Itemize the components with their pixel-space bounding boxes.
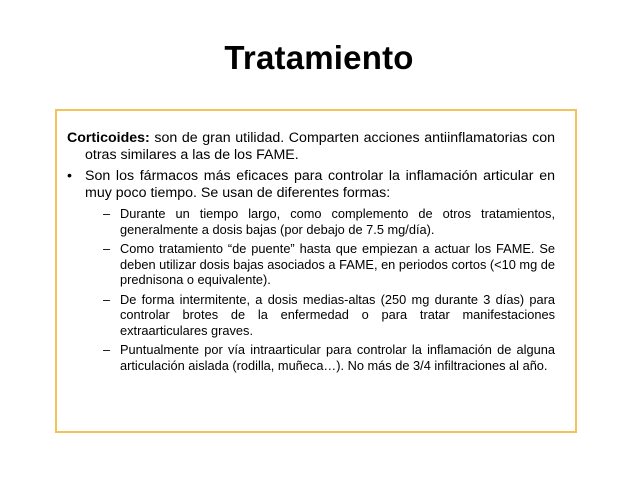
sub-item-intermitente xyxy=(103,292,555,339)
bullet-icon: • xyxy=(67,168,72,184)
dash-icon: – xyxy=(103,241,111,256)
sub-item-puente xyxy=(103,241,555,288)
sub-item-intraarticular xyxy=(103,342,555,373)
dash-icon: – xyxy=(103,342,111,357)
paragraph-corticoides xyxy=(67,130,555,164)
sub-item-text: De forma intermitente, a dosis medias-altas (250 mg durante 3 días) para controlar brotes de la enfermedad o para tratar manifestaciones extraarticulares graves. xyxy=(120,291,555,338)
sub-item-tiempo-largo xyxy=(103,206,555,237)
corticoides-text: son de gran utilidad. Comparten acciones antiinflamatorias con otras similares a las de los FAME. xyxy=(85,130,555,163)
slide-title: Tratamiento xyxy=(224,39,414,76)
sub-item-text: Puntualmente por vía intraarticular para controlar la inflamación de alguna articulación aislada (rodilla, muñeca…). No más de 3/4 infiltraciones al año. xyxy=(120,342,555,373)
content-box xyxy=(55,109,577,433)
dash-icon: – xyxy=(103,206,111,221)
bullet-text: Son los fármacos más eficaces para controlar la inflamación articular en muy poco tiempo. Se usan de diferentes formas: xyxy=(85,168,555,201)
sub-item-text: Durante un tiempo largo, como complemento de otros tratamientos, generalmente a dosis bajas (por debajo de 7.5 mg/día). xyxy=(120,206,555,237)
bullet-item-farmacos xyxy=(67,168,555,202)
dash-icon: – xyxy=(103,291,111,307)
sub-item-text: Como tratamiento “de puente” hasta que empiezan a actuar los FAME. Se deben utilizar dosis bajas asociados a FAME, en periodos cortos (<10 mg de prednisona o equivalente). xyxy=(120,241,555,287)
corticoides-label: Corticoides: xyxy=(67,130,150,146)
